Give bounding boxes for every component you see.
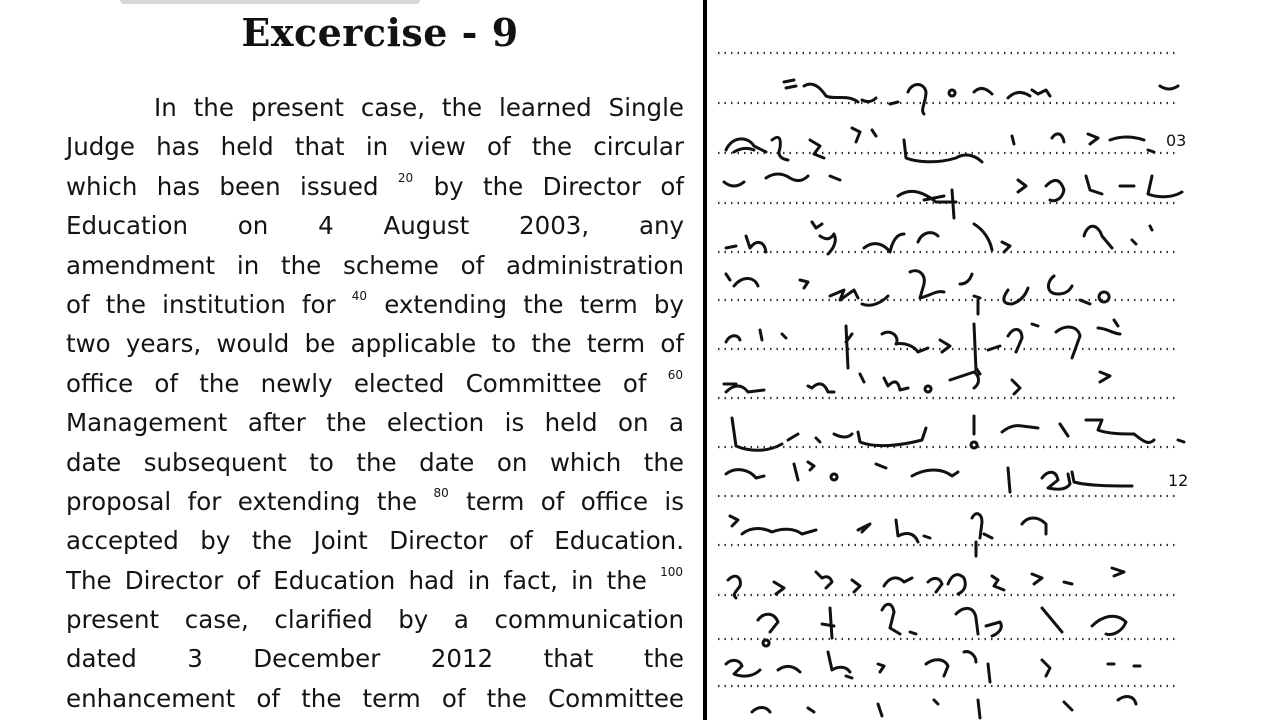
passage-line-text: term of office is [449, 486, 684, 516]
shorthand-word-count-mark: 12 [1168, 471, 1189, 490]
passage-line [66, 443, 684, 482]
passage-line [66, 679, 684, 718]
passage-line [66, 127, 684, 166]
shorthand-stroke [858, 428, 926, 446]
shorthand-stroke [726, 274, 808, 288]
shorthand-stroke [726, 462, 814, 480]
shorthand-stroke [724, 174, 840, 186]
passage-line-text: amendment in the scheme of administration [66, 250, 684, 280]
passage-line [66, 88, 684, 127]
word-count-marker: 40 [351, 288, 368, 303]
word-count-marker: 80 [433, 485, 449, 500]
passage-line-text: two years, would be applicable to the term of [66, 329, 684, 359]
shorthand-stroke [918, 224, 1010, 252]
shorthand-stroke [972, 514, 1046, 538]
passage-line-text: office of the newly elected Committee of [66, 368, 668, 398]
shorthand-stroke [724, 384, 834, 392]
passage-line-text: Judge has held that in view of the circular [66, 132, 684, 162]
shorthand-stroke [956, 608, 1001, 636]
shorthand-stroke [1084, 226, 1152, 248]
passage-line [66, 246, 684, 285]
shorthand-stroke [882, 604, 916, 634]
shorthand-stroke [852, 578, 942, 592]
shorthand-stroke [1086, 420, 1184, 442]
passage-line [66, 285, 684, 324]
shorthand-stroke [949, 88, 1050, 98]
passage-text [66, 88, 684, 718]
passage-line-text: of the institution for [66, 289, 352, 319]
passage-line [66, 521, 684, 560]
shorthand-stroke [1042, 660, 1140, 676]
passage-line-text: which has been issued [66, 171, 398, 201]
shorthand-stroke [831, 464, 958, 480]
shorthand-stroke [726, 137, 788, 160]
passage-line-text: In the present case, the learned Single [154, 93, 684, 122]
exercise-title: Excercise - 9 [241, 10, 519, 55]
passage-line-text: Management after the election is held on a [66, 408, 684, 438]
shorthand-stroke [1018, 176, 1102, 201]
shorthand-stroke [1056, 320, 1120, 358]
shorthand-word-count-mark: 03 [1166, 131, 1187, 150]
passage-line [66, 639, 684, 678]
shorthand-stroke [858, 520, 930, 542]
shorthand-stroke [830, 290, 888, 305]
shorthand-stroke [862, 85, 926, 115]
shorthand-stroke [904, 140, 982, 162]
passage-line-text: proposal for extending the [66, 486, 434, 516]
shorthand-stroke [732, 418, 852, 450]
shorthand-stroke [948, 575, 1004, 594]
passage-line [66, 206, 684, 245]
shorthand-stroke [726, 660, 800, 676]
passage-line [66, 167, 684, 206]
shorthand-stroke [1160, 86, 1178, 89]
passage-line [66, 561, 684, 600]
passage-line-text: The Director of Education had in fact, in the [66, 565, 661, 595]
shorthand-stroke [758, 608, 834, 646]
shorthand-stroke [828, 652, 884, 678]
shorthand-stroke [784, 80, 858, 102]
passage-line-text: dated 3 December 2012 that the [66, 644, 684, 674]
shorthand-stroke [974, 324, 1038, 370]
passage-line [66, 324, 684, 363]
shorthand-notes [712, 0, 1280, 720]
passage-line [66, 364, 684, 403]
passage-line-text: present case, clarified by a communication [66, 605, 684, 635]
shorthand-stroke [950, 368, 1020, 394]
shorthand-stroke [1100, 372, 1110, 382]
word-count-marker: 100 [660, 564, 683, 579]
passage-line-text: accepted by the Joint Director of Education. [66, 526, 684, 556]
passage-line [66, 482, 684, 521]
column-divider [703, 0, 707, 720]
passage-line [66, 403, 684, 442]
shorthand-stroke [910, 271, 980, 314]
shorthand-stroke [730, 516, 816, 534]
shorthand-stroke [1032, 568, 1124, 584]
passage-line-text: enhancement of the term of the Committee [66, 683, 684, 713]
passage-line-text: date subsequent to the date on which the [66, 447, 684, 477]
shorthand-stroke [1042, 608, 1126, 635]
passage-line-text: Education on 4 August 2003, any [66, 211, 684, 241]
word-count-marker: 20 [397, 170, 414, 185]
shorthand-stroke [726, 326, 852, 368]
passage-line-text: by the Director of [414, 171, 684, 201]
word-count-marker: 60 [667, 367, 683, 382]
shorthand-stroke [926, 652, 990, 682]
shorthand-stroke [1072, 472, 1132, 486]
shorthand-stroke [1012, 134, 1154, 152]
shorthand-column [712, 0, 1280, 720]
shorthand-stroke [860, 374, 931, 392]
shorthand-stroke [971, 416, 1068, 448]
shorthand-stroke [1008, 468, 1070, 492]
shorthand-stroke [1120, 176, 1182, 197]
shorthand-stroke [726, 222, 822, 252]
passage-line [66, 600, 684, 639]
passage-line-text: extending the term by [368, 289, 684, 319]
shorthand-stroke [752, 697, 1136, 718]
